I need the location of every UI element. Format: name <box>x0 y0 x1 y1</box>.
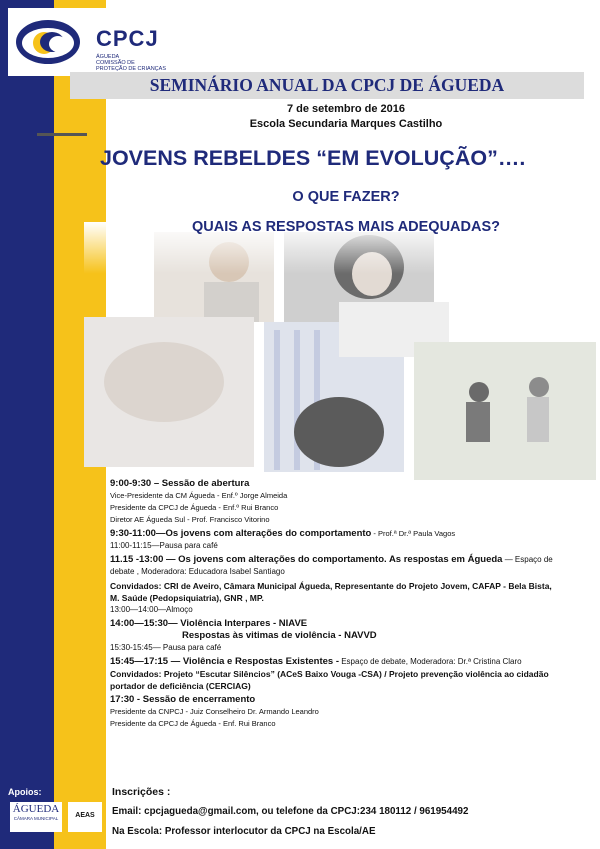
session-3-moderator: debate , Moderadora: Educadora Isabel Santiago <box>110 567 285 576</box>
sponsor-1-sub: CÂMARA MUNICIPAL <box>13 816 59 821</box>
seminar-title-bar <box>70 72 584 99</box>
program-lunch: 13:00—14:00—Almoço <box>110 605 193 614</box>
logo-tagline: ÁGUEDA <box>96 54 120 60</box>
logo-subtitle-text: COMISSÃO DE PROTEÇÃO DE CRIANÇAS <box>96 60 166 72</box>
session-4-line-2: Respostas às vitimas de violência - NAVVD <box>182 630 377 641</box>
seminar-venue: Escola Secundaria Marques Castilho <box>249 118 443 130</box>
program-session-2 <box>110 528 594 540</box>
guests-2-line-1: Convidados: Projeto “Escutar Silêncios” (ACeS Baixo Vouga -CSA) / Projeto prevenção violência ao cidadão <box>110 669 549 679</box>
closing-speaker: Presidente da CPCJ de Águeda - Enf. Rui Branco <box>110 719 276 728</box>
registration-title: Inscrições : <box>112 786 171 798</box>
session-3-title: 11.15 -13:00 — Os jovens com alterações do comportamento. As respostas em Águeda <box>110 554 503 565</box>
side-band-blue <box>0 0 54 849</box>
session-2-speaker: - Prof.ª Dr.ª Paula Vagos <box>371 529 456 538</box>
program-break-1: 11:00-11:15—Pausa para café <box>110 541 218 550</box>
session-5-title: 15:45—17:15 — Violência e Respostas Existentes - <box>110 656 339 667</box>
opening-time: 9:00-9:30 – <box>110 478 160 489</box>
program-session-5 <box>110 656 594 668</box>
opening-speaker: Diretor AE Águeda Sul - Prof. Francisco Vitorino <box>110 515 270 524</box>
headline: JOVENS REBELDES “EM EVOLUÇÃO”…. <box>100 146 526 170</box>
sponsor-aeas-logo <box>68 802 102 832</box>
collage-image <box>84 222 596 480</box>
session-3-tail: — Espaço de <box>502 555 553 564</box>
program-schedule <box>110 478 594 730</box>
program-session-3 <box>110 554 594 566</box>
guests-1-line-2: M. Saúde (Pedopsiquiatria), GNR , MP. <box>110 593 264 603</box>
closing-speaker: Presidente da CNPCJ - Juiz Conselheiro Dr. Armando Leandro <box>110 707 319 716</box>
cpcj-eye-icon <box>14 14 86 70</box>
question-2: QUAIS AS RESPOSTAS MAIS ADEQUADAS? <box>191 219 501 235</box>
cpcj-logo <box>8 8 170 76</box>
question-1: O QUE FAZER? <box>292 189 400 205</box>
opening-title: Sessão de abertura <box>159 478 250 489</box>
opening-speaker: Presidente da CPCJ de Águeda - Enf.º Rui Branco <box>110 503 279 512</box>
guests-1-line-1: Convidados: CRI de Aveiro, Câmara Municipal Águeda, Representante do Projeto Jovem, CAFAP - Bela Bista, <box>110 581 552 591</box>
session-5-tail: Espaço de debate, Moderadora: Dr.ª Cristina Claro <box>339 657 522 666</box>
guests-2-line-2: portador de deficiência (CERCIAG) <box>110 681 251 691</box>
session-2-title: 9:30-11:00—Os jovens com alterações do comportamento <box>110 528 372 539</box>
program-closing: 17:30 - Sessão de encerramento <box>110 694 256 705</box>
seminar-date: 7 de setembro de 2016 <box>286 103 405 115</box>
sponsor-1-name: ÁGUEDA <box>12 803 60 815</box>
registration-email: Email: cpcjagueda@gmail.com, ou telefone da CPCJ:234 180112 / 961954492 <box>112 806 469 817</box>
photo-collage <box>84 222 596 480</box>
sponsor-2-name: AEAS <box>75 812 95 819</box>
sponsor-agueda-logo <box>10 802 62 832</box>
logo-title: CPCJ <box>96 26 159 51</box>
seminar-title: SEMINÁRIO ANUAL DA CPCJ DE ÁGUEDA <box>149 75 505 95</box>
registration-school: Na Escola: Professor interlocutor da CPCJ na Escola/AE <box>112 826 376 837</box>
apoios-label: Apoios: <box>8 787 42 797</box>
divider <box>37 133 87 136</box>
program-session-4: 14:00—15:30— Violência Interpares - NIAVE <box>110 618 308 629</box>
program-break-2: 15:30-15:45— Pausa para café <box>110 643 222 652</box>
opening-speaker: Vice-Presidente da CM Águeda - Enf.º Jorge Almeida <box>110 491 288 500</box>
program-opening <box>110 478 594 490</box>
